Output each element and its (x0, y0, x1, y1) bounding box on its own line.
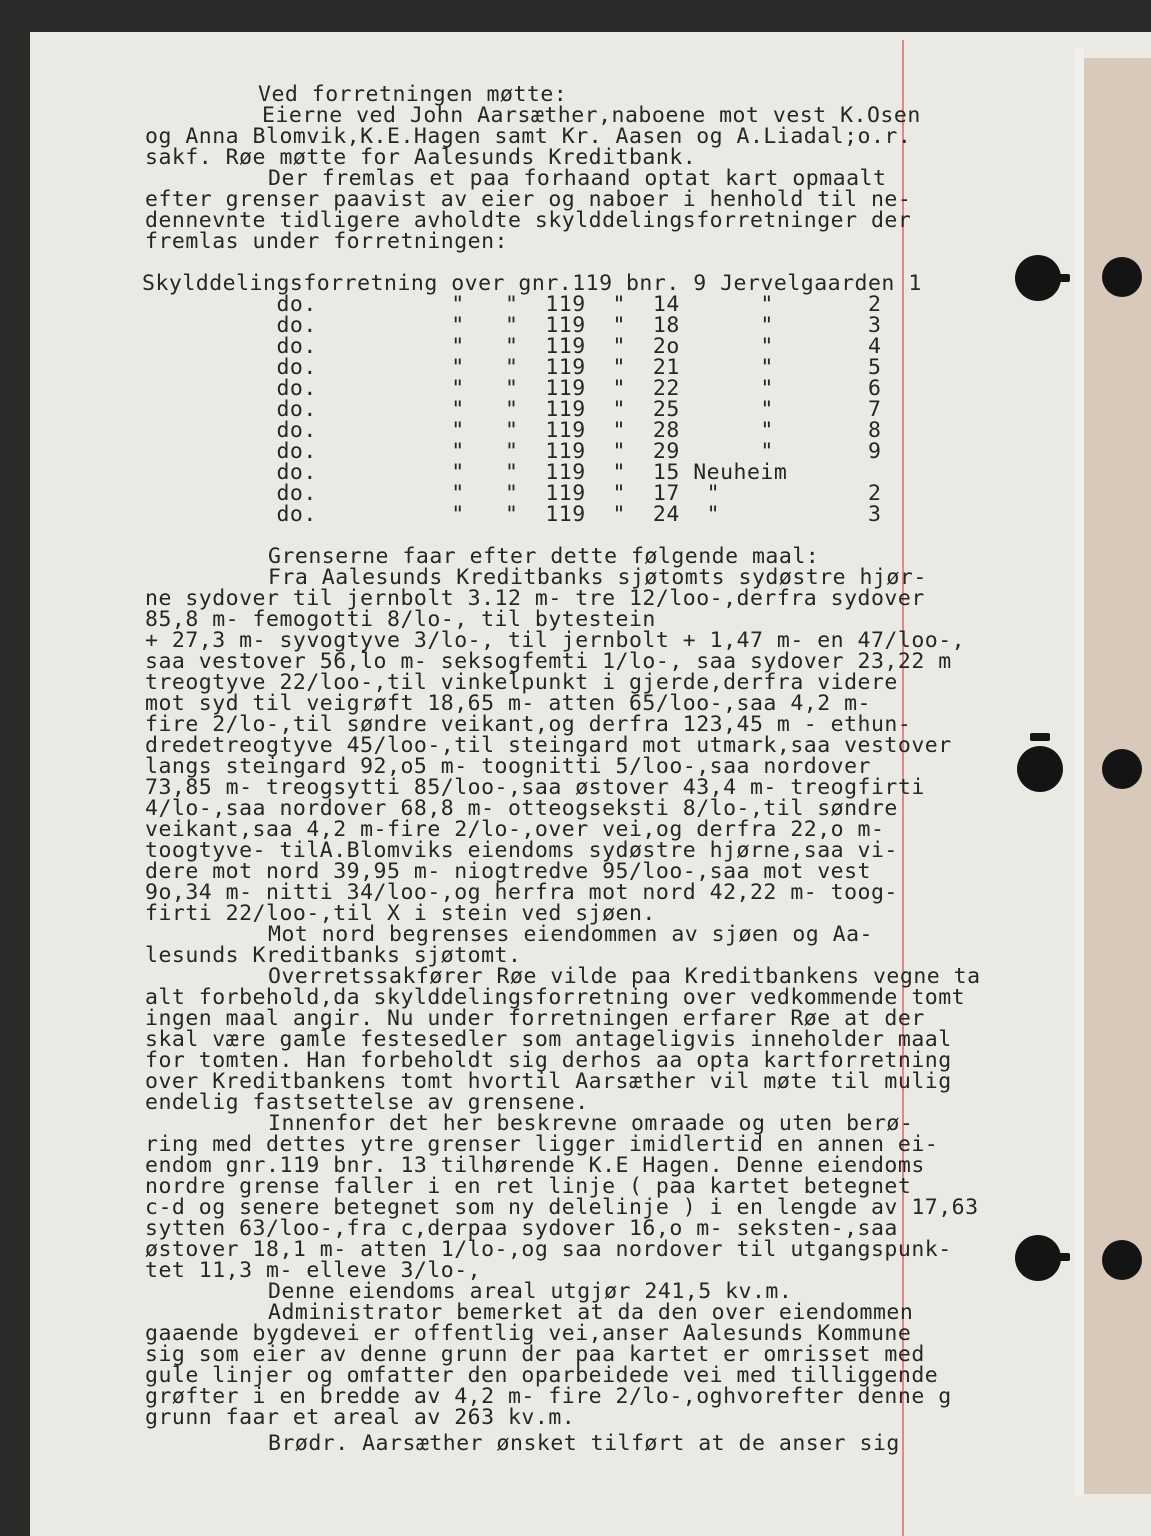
text-line: 4/lo-,saa nordover 68,8 m- otteogseksti 8/lo-,til søndre (145, 796, 898, 821)
text-line: Brødr. Aarsæther ønsket tilført at de anser sig (268, 1431, 900, 1456)
text-line: for tomten. Han forbeholdt sig derhos aa opta kartforretning (145, 1048, 952, 1073)
text-line: Fra Aalesunds Kreditbanks sjøtomts sydøstre hjør- (268, 565, 927, 590)
text-line: alt forbehold,da skylddelingsforretning over vedkommende tomt (145, 985, 966, 1010)
text-line: Overretssakfører Røe vilde paa Kreditbankens vegne ta (268, 964, 981, 989)
table-row: do. " " 119 " 22 " 6 (142, 376, 882, 401)
text-line: 73,85 m- treogsytti 85/loo-,saa østover 43,4 m- treogfirti (145, 775, 925, 800)
text-line: Denne eiendoms areal utgjør 241,5 kv.m. (268, 1279, 793, 1304)
text-line: fire 2/lo-,til søndre veikant,og derfra 123,45 m - ethun- (145, 712, 912, 737)
text-line: sig som eier av denne grunn der paa kartet er omrisset med (145, 1342, 925, 1367)
table-row: do. " " 119 " 24 " 3 (142, 502, 882, 527)
table-row: do. " " 119 " 17 " 2 (142, 481, 882, 506)
text-line: lesunds Kreditbanks sjøtomt. (145, 943, 522, 968)
text-line: nordre grense faller i en ret linje ( paa kartet betegnet (145, 1174, 912, 1199)
text-line: gule linjer og omfatter den oparbeidede vei med tilliggende (145, 1363, 939, 1388)
text-line: gaaende bygdevei er offentlig vei,anser Aalesunds Kommune (145, 1321, 912, 1346)
text-line: treogtyve 22/loo-,til vinkelpunkt i gjerde,derfra videre (145, 670, 898, 695)
text-line: ne sydover til jernbolt 3.12 m- tre 12/loo-,derfra sydover (145, 586, 925, 611)
text-line: sakf. Røe møtte for Aalesunds Kreditbank. (145, 145, 697, 170)
text-line: 85,8 m- femogotti 8/lo-, til bytestein (145, 607, 656, 632)
text-line: toogtyve- tilA.Blomviks eiendoms sydøstre hjørne,saa vi- (145, 838, 898, 863)
table-row: do. " " 119 " 28 " 8 (142, 418, 882, 443)
text-line: Der fremlas et paa forhaand optat kart opmaalt (268, 166, 887, 191)
text-line: veikant,saa 4,2 m-fire 2/lo-,over vei,og derfra 22,o m- (145, 817, 885, 842)
text-line: grunn faar et areal av 263 kv.m. (145, 1405, 576, 1430)
text-line: ring med dettes ytre grenser ligger imidlertid en annen ei- (145, 1132, 939, 1157)
text-line: fremlas under forretningen: (145, 229, 508, 254)
text-line: ingen maal angir. Nu under forretningen erfarer Røe at der (145, 1006, 925, 1031)
text-line: mot syd til veigrøft 18,65 m- atten 65/loo-,saa 4,2 m- (145, 691, 871, 716)
table-row: do. " " 119 " 14 " 2 (142, 292, 882, 317)
text-line: c-d og senere betegnet som ny delelinje ) i en lengde av 17,63 (145, 1195, 979, 1220)
text-line: saa vestover 56,lo m- seksogfemti 1/lo-, saa sydover 23,22 m (145, 649, 952, 674)
text-line: endom gnr.119 bnr. 13 tilhørende K.E Hagen. Denne eiendoms (145, 1153, 925, 1178)
text-line: over Kreditbankens tomt hvortil Aarsæther vil møte til mulig (145, 1069, 952, 1094)
text-line: efter grenser paavist av eier og naboer i henhold til ne- (145, 187, 912, 212)
text-line: firti 22/loo-,til X i stein ved sjøen. (145, 901, 656, 926)
text-line: Eierne ved John Aarsæther,naboene mot vest K.Osen (262, 103, 921, 128)
table-row: do. " " 119 " 21 " 5 (142, 355, 882, 380)
text-line: Grenserne faar efter dette følgende maal: (268, 544, 820, 569)
table-row: do. " " 119 " 25 " 7 (142, 397, 882, 422)
table-row: do. " " 119 " 29 " 9 (142, 439, 882, 464)
text-line: dere mot nord 39,95 m- niogtredve 95/loo-,saa mot vest (145, 859, 871, 884)
text-line: sytten 63/loo-,fra c,derpaa sydover 16,o m- seksten-,saa (145, 1216, 898, 1241)
text-line: langs steingard 92,o5 m- toognitti 5/loo-,saa nordover (145, 754, 871, 779)
table-row: do. " " 119 " 15 Neuheim (142, 460, 788, 485)
table-row: do. " " 119 " 18 " 3 (142, 313, 882, 338)
text-line: tet 11,3 m- elleve 3/lo-, (145, 1258, 482, 1283)
text-line: Administrator bemerket at da den over eiendommen (268, 1300, 914, 1325)
text-line: dredetreogtyve 45/loo-,til steingard mot utmark,saa vestover (145, 733, 952, 758)
text-line: endelig fastsettelse av grensene. (145, 1090, 589, 1115)
text-line: østover 18,1 m- atten 1/lo-,og saa nordover til utgangspunk- (145, 1237, 952, 1262)
table-row: do. " " 119 " 2o " 4 (142, 334, 882, 359)
text-line: dennevnte tidligere avholdte skylddelingsforretninger der (145, 208, 912, 233)
text-line: Mot nord begrenses eiendommen av sjøen og Aa- (268, 922, 873, 947)
text-line: skal være gamle festesedler som antageligvis inneholder maal (145, 1027, 952, 1052)
text-line: Ved forretningen møtte: (258, 82, 568, 107)
text-line: + 27,3 m- syvogtyve 3/lo-, til jernbolt + 1,47 m- en 47/loo-, (145, 628, 966, 653)
text-line: og Anna Blomvik,K.E.Hagen samt Kr. Aasen og A.Liadal;o.r. (145, 124, 912, 149)
text-line: 9o,34 m- nitti 34/loo-,og herfra mot nord 42,22 m- toog- (145, 880, 898, 905)
table-row: Skylddelingsforretning over gnr.119 bnr. 9 Jervelgaarden 1 (142, 271, 922, 296)
text-line: Innenfor det her beskrevne omraade og uten berø- (268, 1111, 914, 1136)
text-line: grøfter i en bredde av 4,2 m- fire 2/lo-,oghvorefter denne g (145, 1384, 952, 1409)
